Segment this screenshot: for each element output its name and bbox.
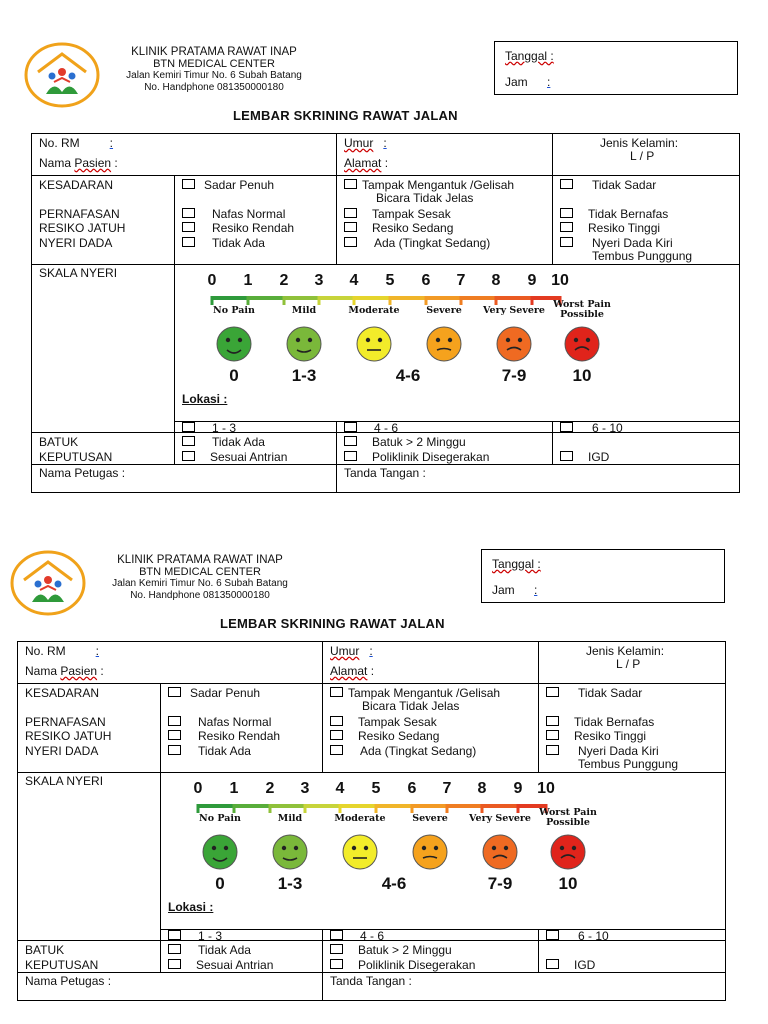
keputusan-label: KEPUTUSAN bbox=[25, 958, 99, 972]
clinic-name-2: BTN MEDICAL CENTER bbox=[139, 566, 261, 578]
checkbox[interactable] bbox=[168, 745, 181, 755]
checkbox[interactable] bbox=[546, 716, 559, 726]
jam-field[interactable]: Jam : bbox=[505, 75, 551, 89]
jenis-kelamin-label: Jenis Kelamin: bbox=[586, 644, 665, 658]
pain-range: 0 bbox=[229, 366, 239, 385]
lok-opt1: 1 - 3 bbox=[198, 929, 223, 943]
checkbox[interactable] bbox=[560, 237, 573, 247]
checkbox[interactable] bbox=[168, 716, 181, 726]
kesadaran-opt2b: Bicara Tidak Jelas bbox=[376, 191, 474, 205]
pernafasan-opt1: Nafas Normal bbox=[212, 207, 286, 221]
kesadaran-opt2: Tampak Mengantuk /Gelisah bbox=[348, 686, 501, 700]
pain-label: Moderate bbox=[334, 813, 386, 824]
pain-face-icon bbox=[497, 327, 531, 361]
jk-options: L / P bbox=[616, 657, 641, 671]
pernafasan-opt1: Nafas Normal bbox=[198, 715, 272, 729]
pain-label: Worst Pain Possible bbox=[539, 807, 597, 828]
date-box bbox=[494, 41, 738, 95]
pernafasan-opt3: Tidak Bernafas bbox=[574, 715, 655, 729]
pain-face-icon bbox=[217, 327, 251, 361]
pernafasan-opt2: Tampak Sesak bbox=[358, 715, 437, 729]
pain-number: 9 bbox=[527, 272, 537, 289]
pain-number: 6 bbox=[421, 272, 431, 289]
alamat-label: Alamat : bbox=[330, 664, 375, 678]
resiko-opt2: Resiko Sedang bbox=[358, 729, 440, 743]
checkbox[interactable] bbox=[168, 959, 181, 969]
clinic-header bbox=[104, 46, 324, 94]
nyeri-opt3: Nyeri Dada Kiri bbox=[578, 744, 659, 758]
nyeri-opt3: Nyeri Dada Kiri bbox=[592, 236, 673, 250]
pain-face-icon bbox=[343, 835, 377, 869]
tanggal-field[interactable]: Tanggal : bbox=[492, 557, 541, 571]
screening-form-2 bbox=[0, 508, 768, 1008]
skala-label: SKALA NYERI bbox=[25, 774, 104, 788]
kesadaran-opt3: Tidak Sadar bbox=[578, 686, 643, 700]
pain-number: 2 bbox=[265, 780, 275, 797]
lok-opt3: 6 - 10 bbox=[578, 929, 609, 943]
pain-range: 1-3 bbox=[291, 366, 317, 385]
clinic-phone: No. Handphone 081350000180 bbox=[144, 82, 284, 93]
pain-label: Severe bbox=[426, 305, 462, 316]
kep-opt3: IGD bbox=[574, 958, 596, 972]
pain-scale bbox=[200, 272, 611, 392]
pernafasan-label: PERNAFASAN bbox=[25, 715, 106, 729]
kep-opt2: Poliklinik Disegerakan bbox=[372, 450, 490, 464]
kesadaran-opt3: Tidak Sadar bbox=[592, 178, 657, 192]
checkbox[interactable] bbox=[330, 730, 343, 740]
checkbox[interactable] bbox=[330, 745, 343, 755]
pain-number: 2 bbox=[279, 272, 289, 289]
pain-number: 7 bbox=[456, 272, 466, 289]
nyeri-label: NYERI DADA bbox=[25, 744, 99, 758]
lok-opt2: 4 - 6 bbox=[374, 421, 399, 435]
screening-table bbox=[17, 641, 726, 1001]
pain-label: No Pain bbox=[199, 813, 241, 824]
jam-field[interactable]: Jam : bbox=[492, 583, 538, 597]
lokasi-label: Lokasi : bbox=[182, 392, 228, 406]
checkbox[interactable] bbox=[182, 436, 195, 446]
checkbox[interactable] bbox=[168, 930, 181, 940]
lokasi-label: Lokasi : bbox=[168, 900, 214, 914]
pain-number: 3 bbox=[314, 272, 324, 289]
kesadaran-opt1: Sadar Penuh bbox=[204, 178, 275, 192]
clinic-name-1: KLINIK PRATAMA RAWAT INAP bbox=[117, 554, 283, 566]
pain-label: Moderate bbox=[348, 305, 400, 316]
pain-label: Very Severe bbox=[483, 305, 545, 316]
umur-label: Umur : bbox=[344, 136, 387, 150]
checkbox[interactable] bbox=[546, 730, 559, 740]
ttd-label: Tanda Tangan : bbox=[344, 466, 426, 480]
pain-range: 7-9 bbox=[487, 874, 513, 893]
pain-label: Very Severe bbox=[469, 813, 531, 824]
pain-number: 9 bbox=[513, 780, 523, 797]
kep-opt1: Sesuai Antrian bbox=[210, 450, 288, 464]
pain-number: 10 bbox=[551, 272, 569, 289]
petugas-label: Nama Petugas : bbox=[25, 974, 112, 988]
checkbox[interactable] bbox=[560, 222, 573, 232]
checkbox[interactable] bbox=[546, 959, 559, 969]
checkbox[interactable] bbox=[344, 451, 357, 461]
batuk-opt2: Batuk > 2 Minggu bbox=[372, 435, 466, 449]
pain-face-icon bbox=[287, 327, 321, 361]
clinic-phone: No. Handphone 081350000180 bbox=[130, 590, 270, 601]
keputusan-label: KEPUTUSAN bbox=[39, 450, 113, 464]
resiko-opt1: Resiko Rendah bbox=[212, 221, 295, 235]
resiko-opt1: Resiko Rendah bbox=[198, 729, 281, 743]
pain-range: 10 bbox=[558, 874, 578, 893]
pain-label: No Pain bbox=[213, 305, 255, 316]
pain-label: Mild bbox=[291, 305, 317, 316]
checkbox[interactable] bbox=[182, 208, 195, 218]
pain-label: Severe bbox=[412, 813, 448, 824]
checkbox[interactable] bbox=[182, 222, 195, 232]
jenis-kelamin-label: Jenis Kelamin: bbox=[600, 136, 679, 150]
jk-options: L / P bbox=[630, 149, 655, 163]
pain-scale bbox=[186, 780, 597, 900]
nyeri-opt3b: Tembus Punggung bbox=[578, 757, 679, 771]
checkbox[interactable] bbox=[168, 944, 181, 954]
checkbox[interactable] bbox=[330, 716, 343, 726]
clinic-address: Jalan Kemiri Timur No. 6 Subah Batang bbox=[126, 70, 302, 81]
nama-pasien-label: Nama Pasien : bbox=[25, 664, 104, 678]
pain-number: 5 bbox=[385, 272, 395, 289]
checkbox[interactable] bbox=[182, 422, 195, 432]
nyeri-opt3b: Tembus Punggung bbox=[592, 249, 693, 263]
kesadaran-opt2b: Bicara Tidak Jelas bbox=[362, 699, 460, 713]
pain-face-icon bbox=[565, 327, 599, 361]
nyeri-opt2: Ada (Tingkat Sedang) bbox=[360, 744, 477, 758]
checkbox[interactable] bbox=[182, 179, 195, 189]
pain-range: 7-9 bbox=[501, 366, 527, 385]
checkbox[interactable] bbox=[344, 436, 357, 446]
klinik-btn-logo bbox=[24, 42, 100, 108]
nyeri-opt1: Tidak Ada bbox=[198, 744, 251, 758]
ttd-label: Tanda Tangan : bbox=[330, 974, 412, 988]
clinic-address: Jalan Kemiri Timur No. 6 Subah Batang bbox=[112, 578, 288, 589]
batuk-label: BATUK bbox=[39, 435, 79, 449]
pain-number: 0 bbox=[193, 780, 203, 797]
batuk-opt2: Batuk > 2 Minggu bbox=[358, 943, 452, 957]
checkbox[interactable] bbox=[330, 930, 343, 940]
pain-number: 5 bbox=[371, 780, 381, 797]
resiko-opt2: Resiko Sedang bbox=[372, 221, 454, 235]
checkbox[interactable] bbox=[560, 208, 573, 218]
screening-form-1 bbox=[0, 0, 768, 500]
pain-face-icon bbox=[427, 327, 461, 361]
kesadaran-label: KESADARAN bbox=[25, 686, 100, 700]
kesadaran-opt2: Tampak Mengantuk /Gelisah bbox=[362, 178, 515, 192]
pain-range: 4-6 bbox=[395, 366, 421, 385]
pain-face-icon bbox=[551, 835, 585, 869]
checkbox[interactable] bbox=[560, 451, 573, 461]
pain-number: 4 bbox=[349, 272, 359, 289]
pain-face-icon bbox=[357, 327, 391, 361]
no-rm-label: No. RM : bbox=[25, 644, 100, 658]
pain-range: 4-6 bbox=[381, 874, 407, 893]
checkbox[interactable] bbox=[168, 730, 181, 740]
nyeri-opt2: Ada (Tingkat Sedang) bbox=[374, 236, 491, 250]
pain-number: 4 bbox=[335, 780, 345, 797]
pain-number: 1 bbox=[229, 780, 239, 797]
pain-face-icon bbox=[203, 835, 237, 869]
petugas-label: Nama Petugas : bbox=[39, 466, 126, 480]
umur-label: Umur : bbox=[330, 644, 373, 658]
date-box bbox=[481, 549, 725, 603]
pain-face-icon bbox=[483, 835, 517, 869]
pain-number: 0 bbox=[207, 272, 217, 289]
checkbox[interactable] bbox=[560, 179, 573, 189]
pain-number: 8 bbox=[477, 780, 487, 797]
screening-table bbox=[31, 133, 740, 493]
checkbox[interactable] bbox=[546, 687, 559, 697]
kep-opt2: Poliklinik Disegerakan bbox=[358, 958, 476, 972]
checkbox[interactable] bbox=[182, 451, 195, 461]
checkbox[interactable] bbox=[344, 422, 357, 432]
lok-opt1: 1 - 3 bbox=[212, 421, 237, 435]
clinic-name-2: BTN MEDICAL CENTER bbox=[153, 58, 275, 70]
pernafasan-opt2: Tampak Sesak bbox=[372, 207, 451, 221]
clinic-header bbox=[90, 554, 310, 602]
alamat-label: Alamat : bbox=[344, 156, 389, 170]
pain-range: 1-3 bbox=[277, 874, 303, 893]
pain-range: 0 bbox=[215, 874, 225, 893]
clinic-name-1: KLINIK PRATAMA RAWAT INAP bbox=[131, 46, 297, 58]
pain-number: 10 bbox=[537, 780, 555, 797]
nyeri-label: NYERI DADA bbox=[39, 236, 113, 250]
pain-face-icon bbox=[273, 835, 307, 869]
lok-opt3: 6 - 10 bbox=[592, 421, 623, 435]
nama-pasien-label: Nama Pasien : bbox=[39, 156, 118, 170]
klinik-btn-logo bbox=[10, 550, 86, 616]
form-title: LEMBAR SKRINING RAWAT JALAN bbox=[220, 616, 445, 631]
pain-face-icon bbox=[413, 835, 447, 869]
form-title: LEMBAR SKRINING RAWAT JALAN bbox=[233, 108, 458, 123]
checkbox[interactable] bbox=[344, 208, 357, 218]
nyeri-opt1: Tidak Ada bbox=[212, 236, 265, 250]
checkbox[interactable] bbox=[182, 237, 195, 247]
lok-opt2: 4 - 6 bbox=[360, 929, 385, 943]
checkbox[interactable] bbox=[560, 422, 573, 432]
resiko-opt3: Resiko Tinggi bbox=[588, 221, 661, 235]
resiko-label: RESIKO JATUH bbox=[25, 729, 112, 743]
kesadaran-opt1: Sadar Penuh bbox=[190, 686, 261, 700]
resiko-label: RESIKO JATUH bbox=[39, 221, 126, 235]
checkbox[interactable] bbox=[330, 959, 343, 969]
kep-opt1: Sesuai Antrian bbox=[196, 958, 274, 972]
skala-label: SKALA NYERI bbox=[39, 266, 118, 280]
pain-label: Worst Pain Possible bbox=[553, 299, 611, 320]
pain-label: Mild bbox=[277, 813, 303, 824]
pain-number: 3 bbox=[300, 780, 310, 797]
pain-number: 6 bbox=[407, 780, 417, 797]
pain-number: 1 bbox=[243, 272, 253, 289]
pernafasan-opt3: Tidak Bernafas bbox=[588, 207, 669, 221]
batuk-opt1: Tidak Ada bbox=[198, 943, 251, 957]
pain-number: 8 bbox=[491, 272, 501, 289]
kesadaran-label: KESADARAN bbox=[39, 178, 114, 192]
resiko-opt3: Resiko Tinggi bbox=[574, 729, 647, 743]
checkbox[interactable] bbox=[344, 179, 357, 189]
checkbox[interactable] bbox=[168, 687, 181, 697]
checkbox[interactable] bbox=[330, 944, 343, 954]
batuk-opt1: Tidak Ada bbox=[212, 435, 265, 449]
checkbox[interactable] bbox=[546, 745, 559, 755]
pernafasan-label: PERNAFASAN bbox=[39, 207, 120, 221]
checkbox[interactable] bbox=[330, 687, 343, 697]
pain-range: 10 bbox=[572, 366, 592, 385]
checkbox[interactable] bbox=[344, 222, 357, 232]
kep-opt3: IGD bbox=[588, 450, 610, 464]
batuk-label: BATUK bbox=[25, 943, 65, 957]
no-rm-label: No. RM : bbox=[39, 136, 114, 150]
pain-number: 7 bbox=[442, 780, 452, 797]
tanggal-field[interactable]: Tanggal : bbox=[505, 49, 554, 63]
checkbox[interactable] bbox=[546, 930, 559, 940]
checkbox[interactable] bbox=[344, 237, 357, 247]
